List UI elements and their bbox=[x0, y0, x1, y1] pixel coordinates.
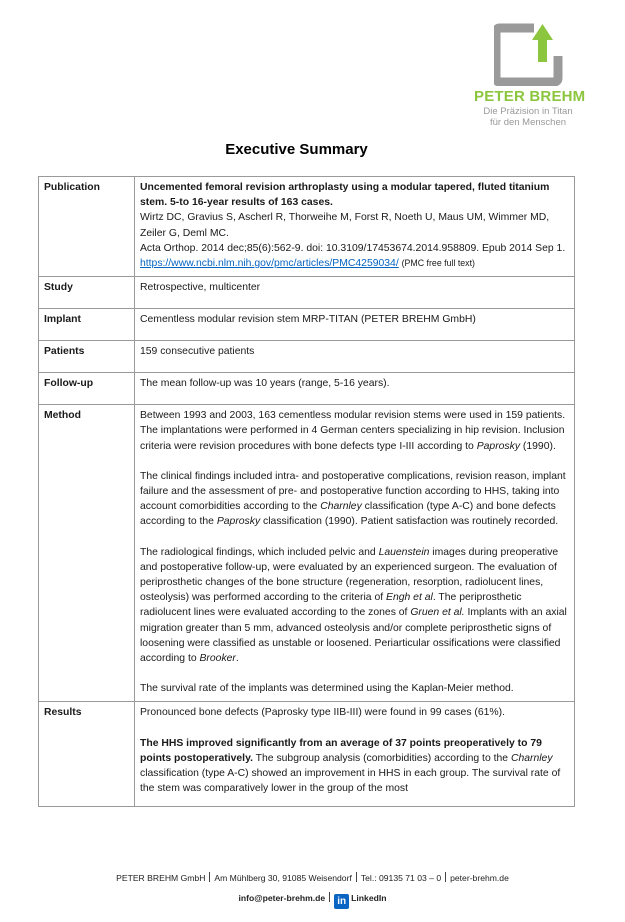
footer-phone: Tel.: 09135 71 03 – 0 bbox=[360, 873, 442, 883]
row-label: Results bbox=[39, 702, 135, 807]
row-value bbox=[135, 702, 575, 807]
publication-link-note: (PMC free full text) bbox=[401, 258, 475, 269]
table-row-study bbox=[39, 277, 575, 309]
company-logo bbox=[470, 22, 586, 132]
results-paragraph-2: The HHS improved significantly from an average of 37 points preoperatively to 79 points postoperatively. The subgroup analysis (comorbidities) according to the Charnley classification (type A-C) showed an improvement in HHS in each group. The survival rate of the stem was comparatively lower in the group of the most bbox=[140, 737, 561, 795]
method-paragraph-3: The radiological findings, which included pelvic and Lauenstein images during preoperative and postoperative follow-up, were evaluated by an experienced surgeon. The evaluation of periprosthetic changes of the bone structure (regeneration, resorption, radiolucent lines, osteolysis) was performed according to the criteria of Engh et al. The periprosthetic radiolucent lines were evaluated according to the zones of Gruen et al. Implants with an axial migration greater than 5 mm, advanced osteolysis and/or complete periprosthetic signs of loosening were classified as unstable or loosened. Periarticular ossifications were classified according to Brooker. bbox=[140, 546, 567, 665]
footer-divider bbox=[329, 892, 330, 902]
footer-divider bbox=[356, 872, 357, 882]
publication-authors: Wirtz DC, Gravius S, Ascherl R, Thorweihe M, Forst R, Noeth U, Maus UM, Wimmer MD, Zeiler G, Deml MC. bbox=[140, 212, 550, 239]
row-value bbox=[135, 309, 575, 341]
table-row-followup bbox=[39, 373, 575, 405]
row-value bbox=[135, 177, 575, 277]
row-value bbox=[135, 373, 575, 405]
logo-mark-icon bbox=[494, 22, 566, 86]
row-label: Method bbox=[39, 405, 135, 702]
table-row-publication bbox=[39, 177, 575, 277]
row-label: Implant bbox=[39, 309, 135, 341]
results-content bbox=[140, 705, 569, 801]
footer-company: PETER BREHM GmbH bbox=[116, 873, 206, 883]
page-footer bbox=[0, 872, 625, 908]
linkedin-icon[interactable]: in bbox=[334, 894, 349, 909]
followup-value: The mean follow-up was 10 years (range, 5-16 years). bbox=[140, 378, 390, 390]
row-value bbox=[135, 405, 575, 702]
footer-email[interactable]: info@peter-brehm.de bbox=[238, 893, 326, 903]
row-label: Publication bbox=[39, 177, 135, 277]
publication-link[interactable]: https://www.ncbi.nlm.nih.gov/pmc/articles/PMC4259034/ bbox=[140, 258, 399, 270]
publication-title: Uncemented femoral revision arthroplasty using a modular tapered, fluted titanium stem. 5-to 16-year results of 163 cases. bbox=[140, 182, 550, 209]
footer-linkedin[interactable]: LinkedIn bbox=[351, 893, 387, 903]
summary-table bbox=[38, 176, 575, 807]
patients-value: 159 consecutive patients bbox=[140, 346, 255, 358]
publication-citation: Acta Orthop. 2014 dec;85(6):562-9. doi: 10.3109/17453674.2014.958809. Epub 2014 Sep 1. bbox=[140, 242, 566, 254]
footer-divider bbox=[209, 872, 210, 882]
publication-link-line bbox=[140, 256, 569, 271]
results-paragraph-1: Pronounced bone defects (Paprosky type IIB-III) were found in 99 cases (61%). bbox=[140, 707, 506, 719]
logo-tagline-line-2: für den Menschen bbox=[489, 117, 567, 128]
row-value bbox=[135, 277, 575, 309]
table-row-patients bbox=[39, 341, 575, 373]
row-label: Follow-up bbox=[39, 373, 135, 405]
logo-name: PETER BREHM bbox=[474, 88, 586, 105]
page-title: Executive Summary bbox=[225, 141, 368, 158]
logo-tagline bbox=[470, 106, 586, 128]
implant-value: Cementless modular revision stem MRP-TITAN (PETER BREHM GmbH) bbox=[140, 314, 476, 326]
footer-links-line bbox=[0, 892, 625, 908]
table-row-method bbox=[39, 405, 575, 702]
method-paragraph-1: Between 1993 and 2003, 163 cementless modular revision stems were used in 159 patients. The implantations were performed in 4 German centers specializing in hip revision. Inclusion criteria were revision procedures with bone defects type I-III according to Paprosky (1990). bbox=[140, 410, 566, 452]
method-paragraph-4: The survival rate of the implants was determined using the Kaplan-Meier method. bbox=[140, 683, 514, 695]
footer-address: Am Mühlberg 30, 91085 Weisendorf bbox=[214, 873, 352, 883]
footer-website[interactable]: peter-brehm.de bbox=[450, 873, 509, 883]
logo-tagline-line-1: Die Präzision in Titan bbox=[483, 106, 573, 117]
row-label: Patients bbox=[39, 341, 135, 373]
row-value bbox=[135, 341, 575, 373]
study-value: Retrospective, multicenter bbox=[140, 282, 261, 294]
table-row-implant bbox=[39, 309, 575, 341]
method-paragraph-2: The clinical findings included intra- and postoperative complications, revision reason, implant failure and the assessment of pre- and postoperative function according to HHS, taking into account comorbidities according to the Charnley classification (type A-C) and bone defects according to the Paprosky classification (1990). Patient satisfaction was routinely recorded. bbox=[140, 470, 566, 528]
row-label: Study bbox=[39, 277, 135, 309]
table-row-results bbox=[39, 702, 575, 807]
footer-contact-line bbox=[0, 872, 625, 886]
footer-divider bbox=[445, 872, 446, 882]
